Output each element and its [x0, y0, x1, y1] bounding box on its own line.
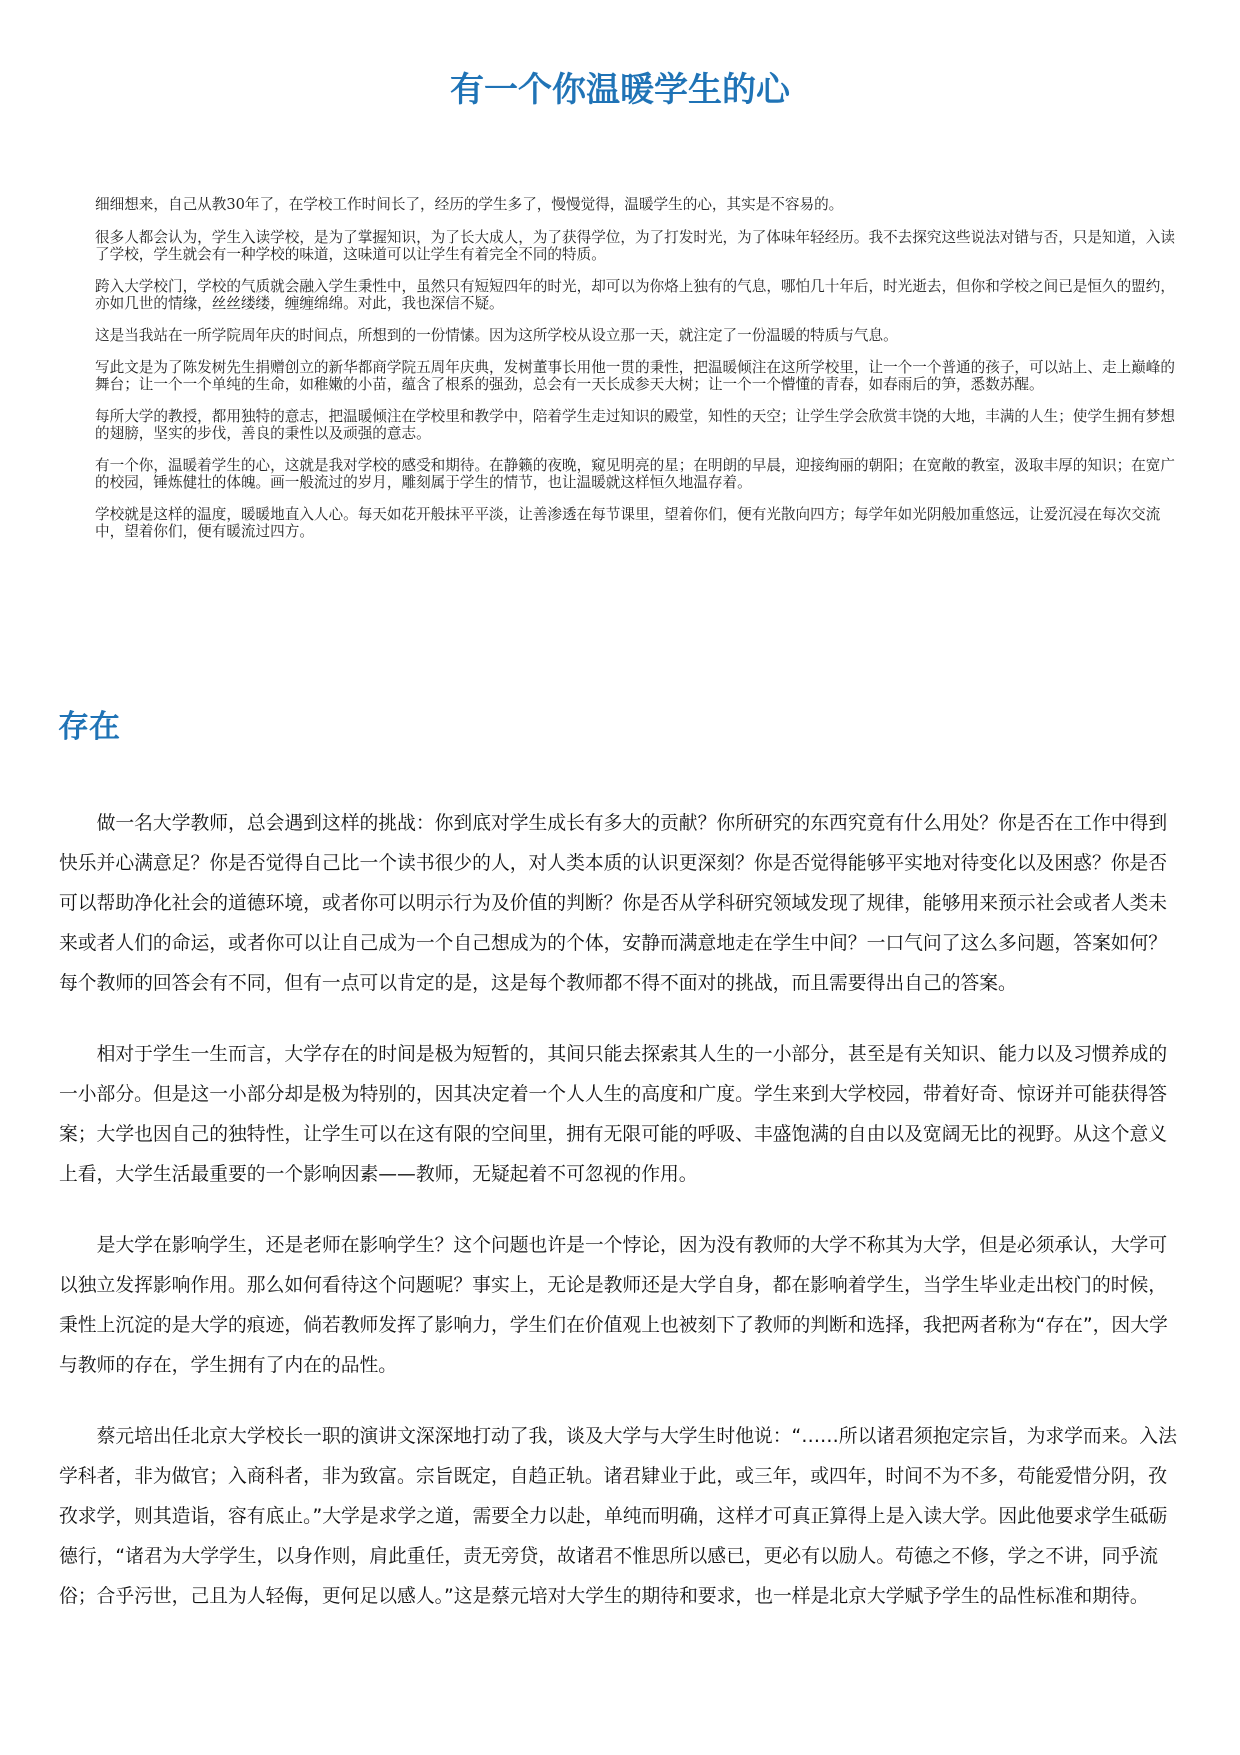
body-paragraph: 相对于学生一生而言，大学存在的时间是极为短暂的，其间只能去探索其人生的一小部分，甚至是有关知识、能力以及习惯养成的一小部分。但是这一小部分却是极为特别的，因其决定着一个人人生的高度和广度。学生来到大学校园，带着好奇、惊讶并可能获得答案；大学也因自己的独特性，让学生可以在这有限的空间里，拥有无限可能的呼吸、丰盛饱满的自由以及宽阔无比的视野。从这个意义上看，大学生活最重要的一个影响因素——教师，无疑起着不可忽视的作用。	[59, 1044, 1168, 1185]
intro-essay	[95, 196, 1187, 555]
page-title: 有一个你温暖学生的心	[450, 70, 790, 110]
body-paragraph: 是大学在影响学生，还是老师在影响学生？这个问题也许是一个悖论，因为没有教师的大学不称其为大学，但是必须承认，大学可以独立发挥影响作用。那么如何看待这个问题呢？事实上，无论是教师还是大学自身，都在影响着学生，当学生毕业走出校门的时候，秉性上沉淀的是大学的痕迹，倘若教师发挥了影响力，学生们在价值观上也被刻下了教师的判断和选择，我把两者称为“存在”，因大学与教师的存在，学生拥有了内在的品性。	[59, 1235, 1168, 1376]
essay-paragraph: 很多人都会认为，学生入读学校，是为了掌握知识，为了长大成人，为了获得学位，为了打发时光，为了体味年轻经历。我不去探究这些说法对错与否，只是知道，入读了学校，学生就会有一种学校的味道，这味道可以让学生有着完全不同的特质。	[95, 229, 1175, 263]
section-body	[59, 804, 1180, 1648]
section-heading: 存在	[58, 709, 120, 745]
essay-paragraph: 细细想来，自己从教30年了，在学校工作时间长了，经历的学生多了，慢慢觉得，温暖学生的心，其实是不容易的。	[95, 196, 844, 213]
essay-paragraph: 每所大学的教授，都用独特的意志，把温暖倾注在学校里和教学中，陪着学生走过知识的殿堂，知性的天空；让学生学会欣赏丰饶的大地，丰满的人生；使学生拥有梦想的翅膀，坚实的步伐，善良的秉性以及顽强的意志。	[95, 408, 1175, 442]
essay-paragraph: 有一个你，温暖着学生的心，这就是我对学校的感受和期待。在静籁的夜晚，窥见明亮的星；在明朗的早晨，迎接绚丽的朝阳；在宽敞的教室，汲取丰厚的知识；在宽广的校园，锤炼健壮的体魄。画一般流过的岁月，雕刻属于学生的情节，也让温暖就这样恒久地温存着。	[95, 457, 1175, 491]
essay-paragraph: 学校就是这样的温度，暖暖地直入人心。每天如花开般抹平平淡，让善渗透在每节课里，望着你们，便有光散向四方；每学年如光阴般加重悠远，让爱沉浸在每次交流中，望着你们，便有暖流过四方。	[95, 506, 1161, 540]
essay-paragraph: 写此文是为了陈发树先生捐赠创立的新华都商学院五周年庆典，发树董事长用他一贯的秉性，把温暖倾注在这所学校里，让一个一个普通的孩子，可以站上、走上巅峰的舞台；让一个一个单纯的生命，如稚嫩的小苗，蕴含了根系的强劲，总会有一天长成参天大树；让一个一个懵懂的青春，如春雨后的笋，悉数苏醒。	[95, 359, 1175, 393]
essay-paragraph: 跨入大学校门，学校的气质就会融入学生秉性中，虽然只有短短四年的时光，却可以为你烙上独有的气息，哪怕几十年后，时光逝去，但你和学校之间已是恒久的盟约，亦如几世的情缘，丝丝缕缕，缠缠绵绵。对此，我也深信不疑。	[95, 278, 1175, 312]
body-paragraph: 蔡元培出任北京大学校长一职的演讲文深深地打动了我，谈及大学与大学生时他说：“……所以诸君须抱定宗旨，为求学而来。入法学科者，非为做官；入商科者，非为致富。宗旨既定，自趋正轨。诸君肄业于此，或三年，或四年，时间不为不多，苟能爱惜分阴，孜孜求学，则其造诣，容有底止。”大学是求学之道，需要全力以赴，单纯而明确，这样才可真正算得上是入读大学。因此他要求学生砥砺德行，“诸君为大学学生，以身作则，肩此重任，责无旁贷，故诸君不惟思所以感已，更必有以励人。苟德之不修，学之不讲，同乎流俗；合乎污世，己且为人轻侮，更何足以感人。”这是蔡元培对大学生的期待和要求，也一样是北京大学赋予学生的品性标准和期待。	[59, 1426, 1177, 1607]
body-paragraph: 做一名大学教师，总会遇到这样的挑战：你到底对学生成长有多大的贡献？你所研究的东西究竟有什么用处？你是否在工作中得到快乐并心满意足？你是否觉得自己比一个读书很少的人，对人类本质的认识更深刻？你是否觉得能够平实地对待变化以及困惑？你是否可以帮助净化社会的道德环境，或者你可以明示行为及价值的判断？你是否从学科研究领域发现了规律，能够用来预示社会或者人类未来或者人们的命运，或者你可以让自己成为一个自己想成为的个体，安静而满意地走在学生中间？一口气问了这么多问题，答案如何？每个教师的回答会有不同，但有一点可以肯定的是，这是每个教师都不得不面对的挑战，而且需要得出自己的答案。	[59, 813, 1168, 994]
essay-paragraph: 这是当我站在一所学院周年庆的时间点，所想到的一份情愫。因为这所学校从设立那一天，就注定了一份温暖的特质与气息。	[95, 327, 898, 344]
